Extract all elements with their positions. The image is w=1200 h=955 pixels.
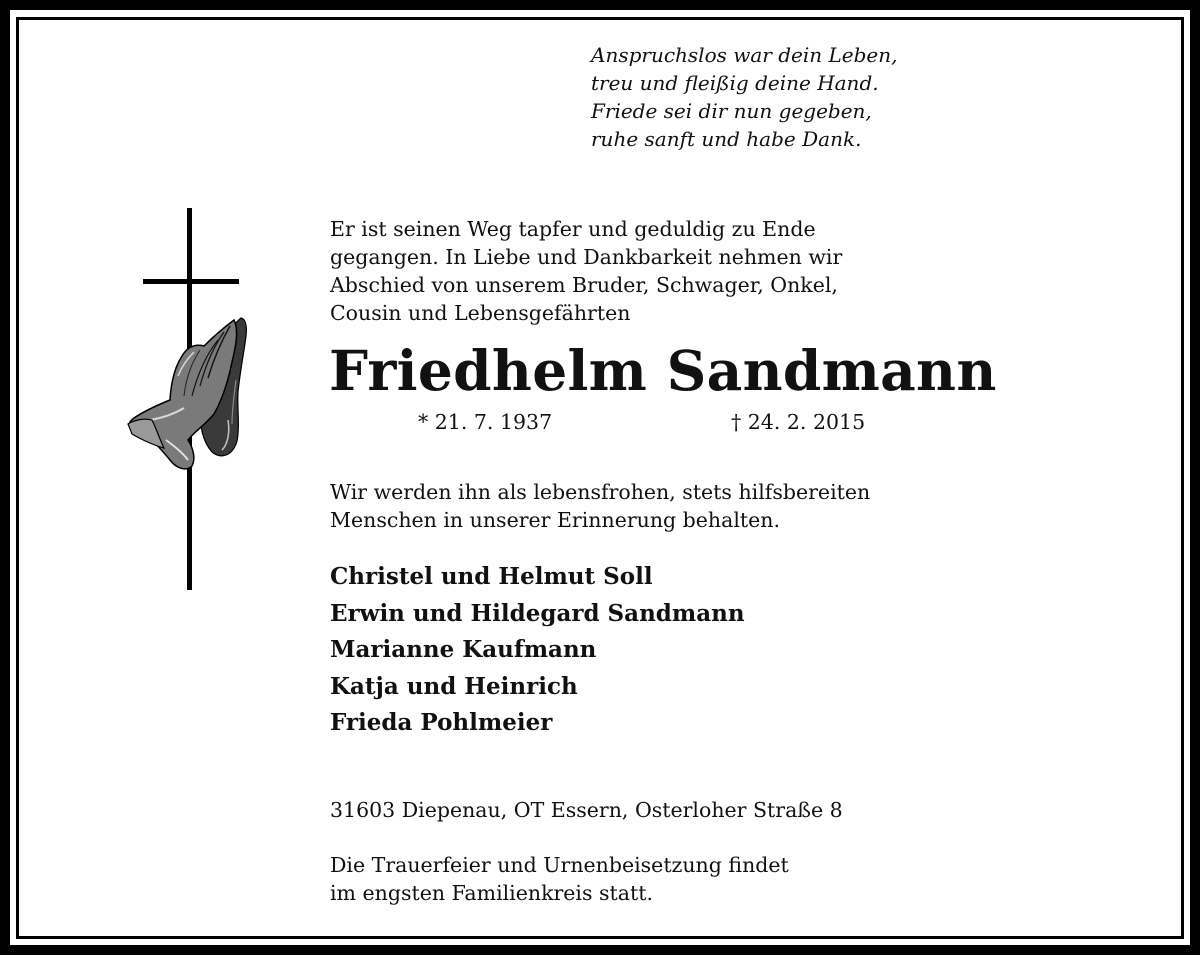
intro-line: gegangen. In Liebe und Dankbarkeit nehmen wir: [330, 245, 843, 269]
intro-text: [330, 215, 842, 327]
mourner-name: Erwin und Hildegard Sandmann: [330, 599, 745, 627]
poem-line: Friede sei dir nun gegeben,: [591, 99, 872, 123]
intro-line: Er ist seinen Weg tapfer und geduldig zu Ende: [330, 217, 816, 241]
notice-line: im engsten Familienkreis statt.: [330, 881, 653, 905]
family-address: 31603 Diepenau, OT Essern, Osterloher Straße 8: [330, 798, 843, 822]
deceased-name: Friedhelm Sandmann: [329, 338, 997, 403]
poem-line: treu und fleißig deine Hand.: [591, 71, 879, 95]
mourners-list: [330, 559, 745, 742]
tribute-text: [330, 478, 870, 534]
mourner-name: Frieda Pohlmeier: [330, 709, 553, 736]
intro-line: Abschied von unserem Bruder, Schwager, Onkel,: [330, 273, 838, 297]
poem-line: Anspruchslos war dein Leben,: [591, 43, 898, 67]
birth-date: * 21. 7. 1937: [418, 410, 553, 434]
intro-line: Cousin und Lebensgefährten: [330, 301, 631, 325]
mourner-name: Katja und Heinrich: [330, 672, 578, 700]
mourner-name: Christel und Helmut Soll: [330, 563, 653, 590]
poem-line: ruhe sanft und habe Dank.: [591, 127, 862, 151]
funeral-notice: [330, 851, 789, 907]
tribute-line: Menschen in unserer Erinnerung behalten.: [330, 508, 780, 532]
mourner-name: Marianne Kaufmann: [330, 636, 597, 663]
tribute-line: Wir werden ihn als lebensfrohen, stets hilfsbereiten: [330, 480, 871, 504]
notice-line: Die Trauerfeier und Urnenbeisetzung findet: [330, 853, 789, 877]
death-date: † 24. 2. 2015: [731, 410, 866, 434]
